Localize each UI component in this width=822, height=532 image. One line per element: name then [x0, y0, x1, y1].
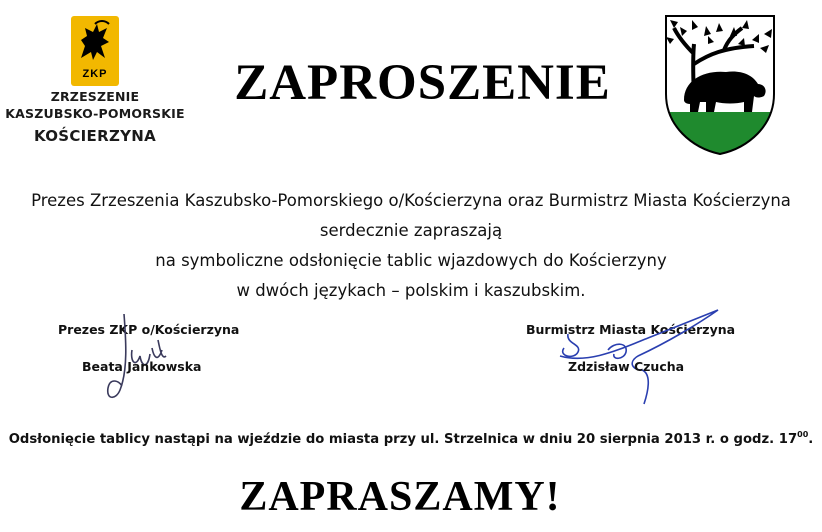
event-time-minutes: 00 [797, 430, 809, 439]
signature-right-icon [548, 304, 728, 408]
koscierzyna-crest [664, 14, 776, 156]
bear-under-tree-crest-icon [664, 14, 776, 156]
body-line-3: na symboliczne odsłonięcie tablic wjazdowych do Kościerzyny [155, 251, 667, 270]
event-details-text: Odsłonięcie tablicy nastąpi na wjeździe do miasta przy ul. Strzelnica w dniu 20 sierpnia 2013 r. o godz. 17 [8, 432, 798, 447]
body-line-1: Prezes Zrzeszenia Kaszubsko-Pomorskiego o/Kościerzyna oraz Burmistrz Miasta Kościerzyna [31, 191, 791, 210]
invitation-body [0, 186, 822, 306]
event-details-end: . [808, 432, 814, 447]
logo-line-3: KOŚCIERZYNA [33, 127, 157, 145]
body-line-2: serdecznie zapraszają [319, 221, 503, 240]
signatory-left-title: Prezes ZKP o/Kościerzyna [58, 322, 240, 337]
body-line-4: w dwóch językach – polskim i kaszubskim. [236, 281, 586, 300]
zkp-code: ZKP [82, 68, 108, 80]
zkp-logo [0, 10, 190, 150]
closing-heading: ZAPRASZAMY! [239, 474, 561, 520]
griffin-emblem [71, 16, 119, 86]
signatory-right-name: Zdzisław Czucha [568, 359, 685, 374]
signatory-left-name: Beata Jankowska [82, 359, 202, 374]
logo-line-1: ZRZESZENIE [50, 89, 140, 104]
logo-line-2: KASZUBSKO-POMORSKIE [5, 106, 185, 121]
event-details [0, 430, 822, 447]
signatory-right-title: Burmistrz Miasta Kościerzyna [526, 322, 736, 337]
griffin-icon [71, 16, 119, 68]
signature-left-icon [96, 310, 176, 406]
invitation-heading: ZAPROSZENIE [234, 55, 611, 111]
